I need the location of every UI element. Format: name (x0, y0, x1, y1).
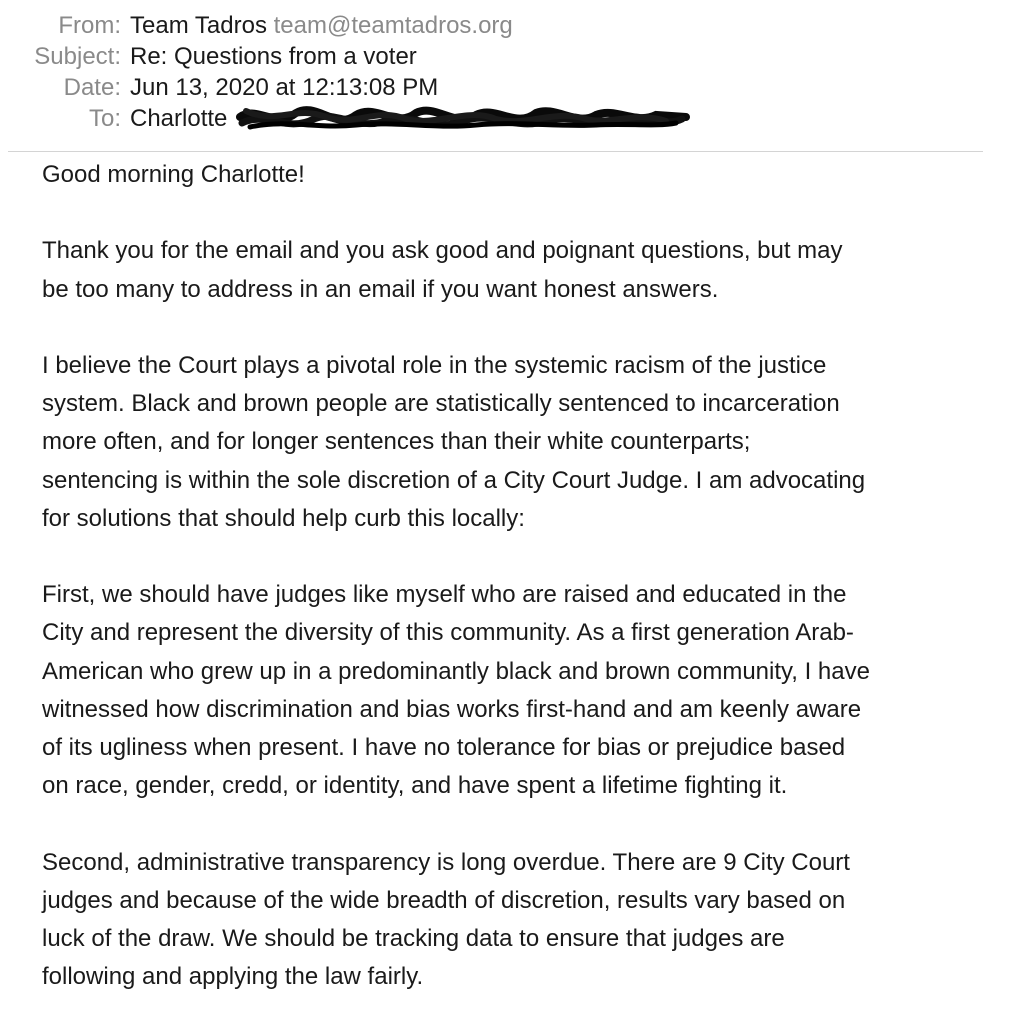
body-line: of its ugliness when present. I have no tolerance for bias or prejudice based (42, 734, 846, 761)
subject-row (0, 41, 1024, 72)
body-line: luck of the draw. We should be tracking data to ensure that judges are (42, 925, 785, 952)
body-line: on race, gender, credd, or identity, and have spent a lifetime fighting it. (42, 772, 788, 800)
body-line: following and applying the law fairly. (42, 963, 424, 991)
from-value (130, 10, 513, 41)
sender-name: Team Tadros (130, 12, 267, 39)
body-line: system. Black and brown people are statistically sentenced to incarceration (42, 390, 840, 418)
header-divider (8, 151, 983, 152)
paragraph-2 (42, 347, 992, 538)
body-line: I believe the Court plays a pivotal role in the systemic racism of the justice (42, 351, 827, 379)
subject-value: Re: Questions from a voter (130, 43, 417, 70)
body-line: Second, administrative transparency is long overdue. There are 9 City Court (42, 848, 850, 876)
body-line: be too many to address in an email if you want honest answers. (42, 275, 719, 303)
paragraph-3 (42, 576, 992, 805)
date-value: Jun 13, 2020 at 12:13:08 PM (130, 74, 439, 101)
body-line: judges and because of the wide breadth of discretion, results vary based on (42, 886, 846, 914)
paragraph-1 (42, 232, 992, 308)
body-line: sentencing is within the sole discretion of a City Court Judge. I am advocating (42, 466, 866, 494)
greeting-line: Good morning Charlotte! (42, 161, 305, 188)
body-line: First, we should have judges like myself who are raised and educated in the (42, 581, 847, 609)
email-body (42, 156, 992, 1035)
from-label: From: (58, 12, 121, 39)
body-line: for solutions that should help curb this locally: (42, 504, 525, 532)
body-line: Thank you for the email and you ask good and poignant questions, but may (42, 237, 843, 265)
body-line: City and represent the diversity of this community. As a first generation Arab- (42, 619, 854, 647)
sender-email[interactable]: team@teamtadros.org (273, 12, 513, 39)
subject-label: Subject: (34, 43, 121, 70)
body-line: witnessed how discrimination and bias works first-hand and am keenly aware (42, 695, 862, 723)
paragraph-4 (42, 844, 992, 997)
to-row (0, 103, 1024, 134)
date-label: Date: (63, 74, 121, 101)
recipient-name[interactable]: Charlotte (130, 105, 228, 132)
redaction-scribble (236, 99, 691, 139)
to-label: To: (88, 105, 121, 132)
body-line: more often, and for longer sentences than their white counterparts; (42, 428, 751, 456)
from-row (0, 10, 1024, 41)
greeting-paragraph (42, 156, 992, 194)
email-header (0, 10, 1024, 134)
body-line: American who grew up in a predominantly black and brown community, I have (42, 657, 870, 685)
